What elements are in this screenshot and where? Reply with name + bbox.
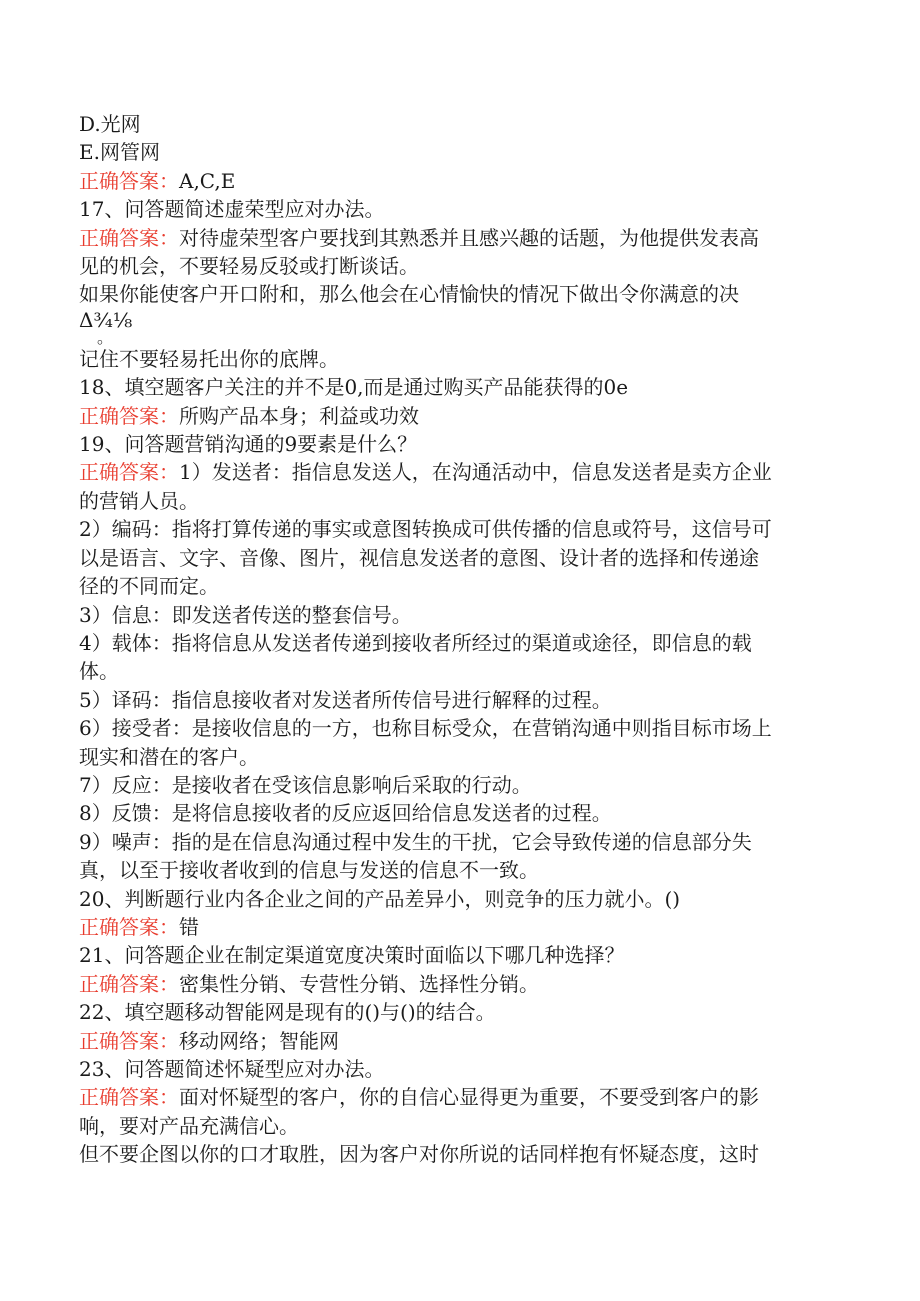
answer-17-cont: 记住不要轻易托出你的底牌。 <box>79 346 339 371</box>
answer-text: 密集性分销、专营性分销、选择性分销。 <box>179 971 539 996</box>
option-d: D.光网 <box>79 112 141 136</box>
answer-label: 正确答案： <box>79 1028 179 1053</box>
question-22: 22、填空题移动智能网是现有的()与()的结合。 <box>79 1000 496 1025</box>
question-23: 23、问答题简述怀疑型应对办法。 <box>79 1057 385 1081</box>
answer-17-garbled: Δ¾⅛ <box>79 307 133 332</box>
answer-19-cont: 7）反应：是接收者在受该信息影响后采取的行动。 <box>79 772 532 797</box>
answer-19-cont: 现实和潜在的客户。 <box>79 744 259 769</box>
question-20: 20、判断题行业内各企业之间的产品差异小，则竞争的压力就小。() <box>79 886 681 911</box>
answer-19-cont: 径的不同而定。 <box>79 574 219 599</box>
answer-label: 正确答案： <box>79 403 179 428</box>
answer-19-cont: 6）接受者：是接收信息的一方，也称目标受众，在营销沟通中则指目标市场上 <box>79 716 772 741</box>
answer-17-cont: 见的机会，不要轻易反驳或打断谈话。 <box>79 254 419 279</box>
option-e: E.网管网 <box>79 140 160 165</box>
document-body <box>79 110 839 1169</box>
answer-label: 正确答案： <box>79 914 179 939</box>
answer-20 <box>79 913 839 941</box>
answer-19-cont: 的营销人员。 <box>79 488 199 513</box>
answer-21 <box>79 970 839 998</box>
answer-label: 正确答案： <box>79 168 179 193</box>
answer-text: A,C,E <box>179 168 236 193</box>
answer-19-cont: 2）编码：指将打算传递的事实或意图转换成可供传播的信息或符号，这信号可 <box>79 517 772 542</box>
answer-19-cont: 5）译码：指信息接收者对发送者所传信号进行解释的过程。 <box>79 687 612 712</box>
answer-19-cont: 3）信息：即发送者传送的整套信号。 <box>79 602 412 627</box>
answer-18 <box>79 402 839 430</box>
answer-label: 正确答案： <box>79 460 179 485</box>
question-18: 18、填空题客户关注的并不是0,而是通过购买产品能获得的0e <box>79 375 629 400</box>
answer-text: 移动网络；智能网 <box>179 1028 339 1053</box>
question-17: 17、问答题简述虚荣型应对办法。 <box>79 197 385 222</box>
answer-text: 面对怀疑型的客户，你的自信心显得更为重要，不要受到客户的影 <box>179 1085 759 1110</box>
answer-text: 1）发送者：指信息发送人，在沟通活动中，信息发送者是卖方企业 <box>179 460 772 485</box>
answer-text: 错 <box>179 914 199 939</box>
answer-19-cont: 以是语言、文字、音像、图片，视信息发送者的意图、设计者的选择和传递途 <box>79 545 759 570</box>
answer-19-cont: 真，以至于接收者收到的信息与发送的信息不一致。 <box>79 858 539 883</box>
answer-19-cont: 9）噪声：指的是在信息沟通过程中发生的干扰，它会导致传递的信息部分失 <box>79 829 752 854</box>
answer-17 <box>79 224 839 252</box>
answer-23 <box>79 1083 839 1111</box>
answer-23-cont: 响，要对产品充满信心。 <box>79 1113 299 1138</box>
answer-label: 正确答案： <box>79 971 179 996</box>
answer-19-cont: 体。 <box>79 659 119 684</box>
answer-22 <box>79 1027 839 1055</box>
answer-16 <box>79 167 839 195</box>
answer-23-cont: 但不要企图以你的口才取胜，因为客户对你所说的话同样抱有怀疑态度，这时 <box>79 1142 759 1167</box>
answer-17-period: 。 <box>97 327 114 347</box>
answer-label: 正确答案： <box>79 225 179 250</box>
question-19: 19、问答题营销沟通的9要素是什么？ <box>79 432 418 457</box>
answer-text: 所购产品本身；利益或功效 <box>179 403 419 428</box>
answer-17-cont: 如果你能使客户开口附和，那么他会在心情愉快的情况下做出令你满意的决 <box>79 282 739 307</box>
answer-text: 对待虚荣型客户要找到其熟悉并且感兴趣的话题，为他提供发表高 <box>179 225 759 250</box>
question-21: 21、问答题企业在制定渠道宽度决策时面临以下哪几种选择？ <box>79 943 625 968</box>
answer-19 <box>79 458 839 486</box>
answer-label: 正确答案： <box>79 1085 179 1110</box>
answer-19-cont: 4）载体：指将信息从发送者传递到接收者所经过的渠道或途径，即信息的载 <box>79 630 752 655</box>
answer-19-cont: 8）反馈：是将信息接收者的反应返回给信息发送者的过程。 <box>79 801 612 826</box>
